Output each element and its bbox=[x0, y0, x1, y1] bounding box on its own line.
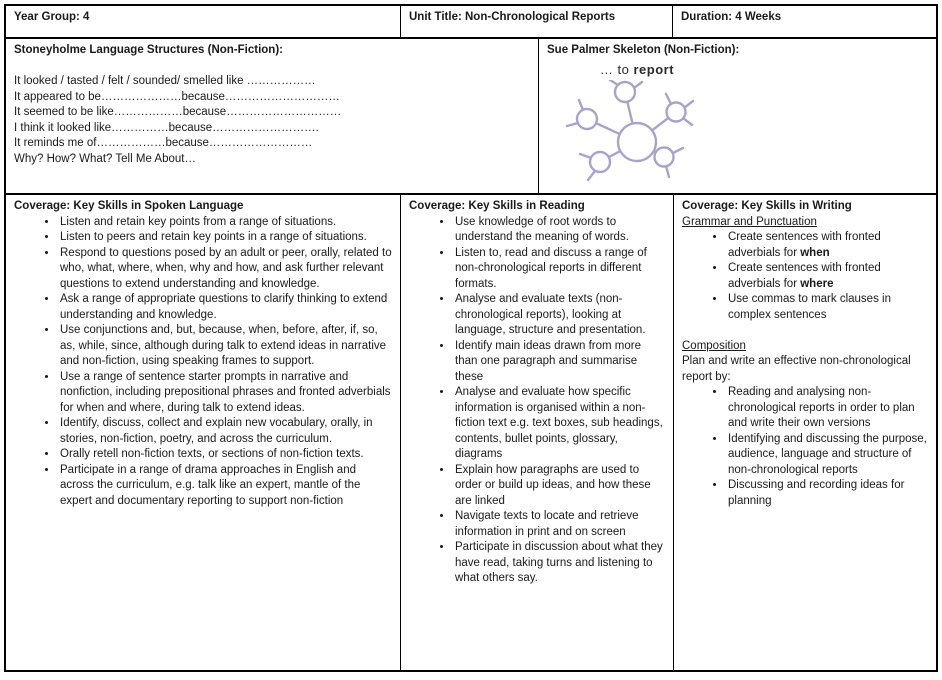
spoken-language-list bbox=[14, 215, 392, 510]
list-item: • Participate in discussion about what they have read, taking turns and listening to what others say. bbox=[453, 540, 665, 587]
list-item: • Orally retell non-fiction texts, or sections of non-fiction texts. bbox=[58, 447, 392, 463]
sentence-frame: It looked / tasted / felt / sounded/ smelled like ……………… bbox=[14, 75, 316, 88]
spoken-language-title: Coverage: Key Skills in Spoken Language bbox=[14, 200, 244, 212]
list-item: • Listen to, read and discuss a range of non-chronological reports in different formats. bbox=[453, 246, 665, 293]
list-item: • Identifying and discussing the purpose, audience, language and structure of non-chronological reports bbox=[726, 432, 928, 479]
bullet-text: Create sentences with fronted adverbials for bbox=[728, 262, 881, 290]
writing-cell bbox=[673, 195, 936, 670]
bullet-text: Create sentences with fronted adverbials for bbox=[728, 231, 881, 259]
spoken-language-cell bbox=[6, 195, 400, 670]
bullet-text: Use commas to mark clauses in complex sentences bbox=[728, 293, 891, 321]
composition-heading: Composition bbox=[682, 339, 746, 352]
blank-line bbox=[682, 323, 928, 339]
unit-title-cell: Unit Title: Non-Chronological Reports bbox=[400, 6, 672, 37]
list-item bbox=[726, 230, 928, 261]
sentence-frame: It reminds me of………………because……………………… bbox=[14, 137, 313, 150]
header-row bbox=[6, 6, 936, 37]
grammar-punctuation-heading: Grammar and Punctuation bbox=[682, 215, 817, 228]
list-item: • Identify, discuss, collect and explain new vocabulary, orally, in stories, non-fiction, poetry, and across the curriculum. bbox=[58, 416, 392, 447]
list-item: • Listen to peers and retain key points in a range of situations. bbox=[58, 230, 392, 246]
caption-word-report: report bbox=[633, 61, 675, 77]
list-item: • Listen and retain key points from a range of situations. bbox=[58, 215, 392, 231]
list-item: • Use knowledge of root words to understand the meaning of words. bbox=[453, 215, 665, 246]
reading-list bbox=[409, 215, 665, 587]
list-item: • Discussing and recording ideas for planning bbox=[726, 478, 928, 509]
list-item: • Ask a range of appropriate questions to clarify thinking to extend understanding and knowledge. bbox=[58, 292, 392, 323]
skeleton-cell bbox=[538, 39, 936, 193]
list-item: • Navigate texts to locate and retrieve information in print and on screen bbox=[453, 509, 665, 540]
language-structures-cell bbox=[6, 39, 538, 193]
composition-intro: Plan and write an effective non-chronological report by: bbox=[682, 355, 911, 383]
year-group-cell: Year Group: 4 bbox=[14, 11, 90, 23]
duration-cell: Duration: 4 Weeks bbox=[672, 6, 936, 37]
sentence-frame: Why? How? What? Tell Me About… bbox=[14, 152, 196, 165]
list-item: • Identify main ideas drawn from more than one paragraph and summarise these bbox=[453, 339, 665, 386]
list-item: • Explain how paragraphs are used to order or build up ideas, and how these are linked bbox=[453, 463, 665, 510]
sentence-frame: I think it looked like……………because………………………. bbox=[14, 121, 319, 134]
list-item: • Analyse and evaluate texts (non-chronological reports), looking at language, structure and presentation. bbox=[453, 292, 665, 339]
list-item: • Participate in a range of drama approaches in English and across the curriculum, e.g. talk like an expert, mantle of the expert and documentary reporting to support non-fiction bbox=[58, 463, 392, 510]
list-item: • Analyse and evaluate how specific information is organised within a non-fiction text e.g. text boxes, sub headings, contents, bullet points, glossary, diagrams bbox=[453, 385, 665, 463]
list-item: • Respond to questions posed by an adult or peer, orally, related to who, what, where, when, why and how, and ask further relevant questions to extend understanding and knowledge. bbox=[58, 246, 392, 293]
skeleton-title: Sue Palmer Skeleton (Non-Fiction): bbox=[547, 44, 740, 56]
list-item: • Use a range of sentence starter prompts in narrative and nonfiction, including prepositional phrases and fronted adverbials for when and where, during talk to extend ideas. bbox=[58, 370, 392, 417]
spidergram-icon bbox=[562, 80, 712, 192]
list-item bbox=[726, 261, 928, 292]
list-item: • Reading and analysing non-chronological reports in order to plan and write their own versions bbox=[726, 385, 928, 432]
list-item bbox=[726, 292, 928, 323]
report-skeleton-figure bbox=[559, 61, 715, 193]
writing-title: Coverage: Key Skills in Writing bbox=[682, 200, 852, 212]
list-item: • Use conjunctions and, but, because, when, before, after, if, so, as, while, since, although during talk to extend ideas in narrative and non-fiction, using speaking frames to support. bbox=[58, 323, 392, 370]
grammar-list bbox=[682, 230, 928, 323]
skeleton-caption bbox=[559, 61, 715, 79]
composition-list bbox=[682, 385, 928, 509]
sentence-frame: It appeared to be…………………because………………………… bbox=[14, 90, 340, 103]
planning-table bbox=[4, 4, 938, 672]
language-structures-title: Stoneyholme Language Structures (Non-Fiction): bbox=[14, 44, 283, 56]
bold-word: when bbox=[800, 246, 830, 259]
sentence-frame: It seemed to be like………………because………………………… bbox=[14, 106, 342, 119]
bold-word: where bbox=[800, 277, 834, 290]
coverage-row bbox=[6, 193, 936, 670]
reading-cell bbox=[400, 195, 673, 670]
blank-line bbox=[14, 59, 530, 75]
reading-title: Coverage: Key Skills in Reading bbox=[409, 200, 585, 212]
structures-row bbox=[6, 37, 936, 193]
caption-prefix: … to bbox=[599, 61, 634, 77]
